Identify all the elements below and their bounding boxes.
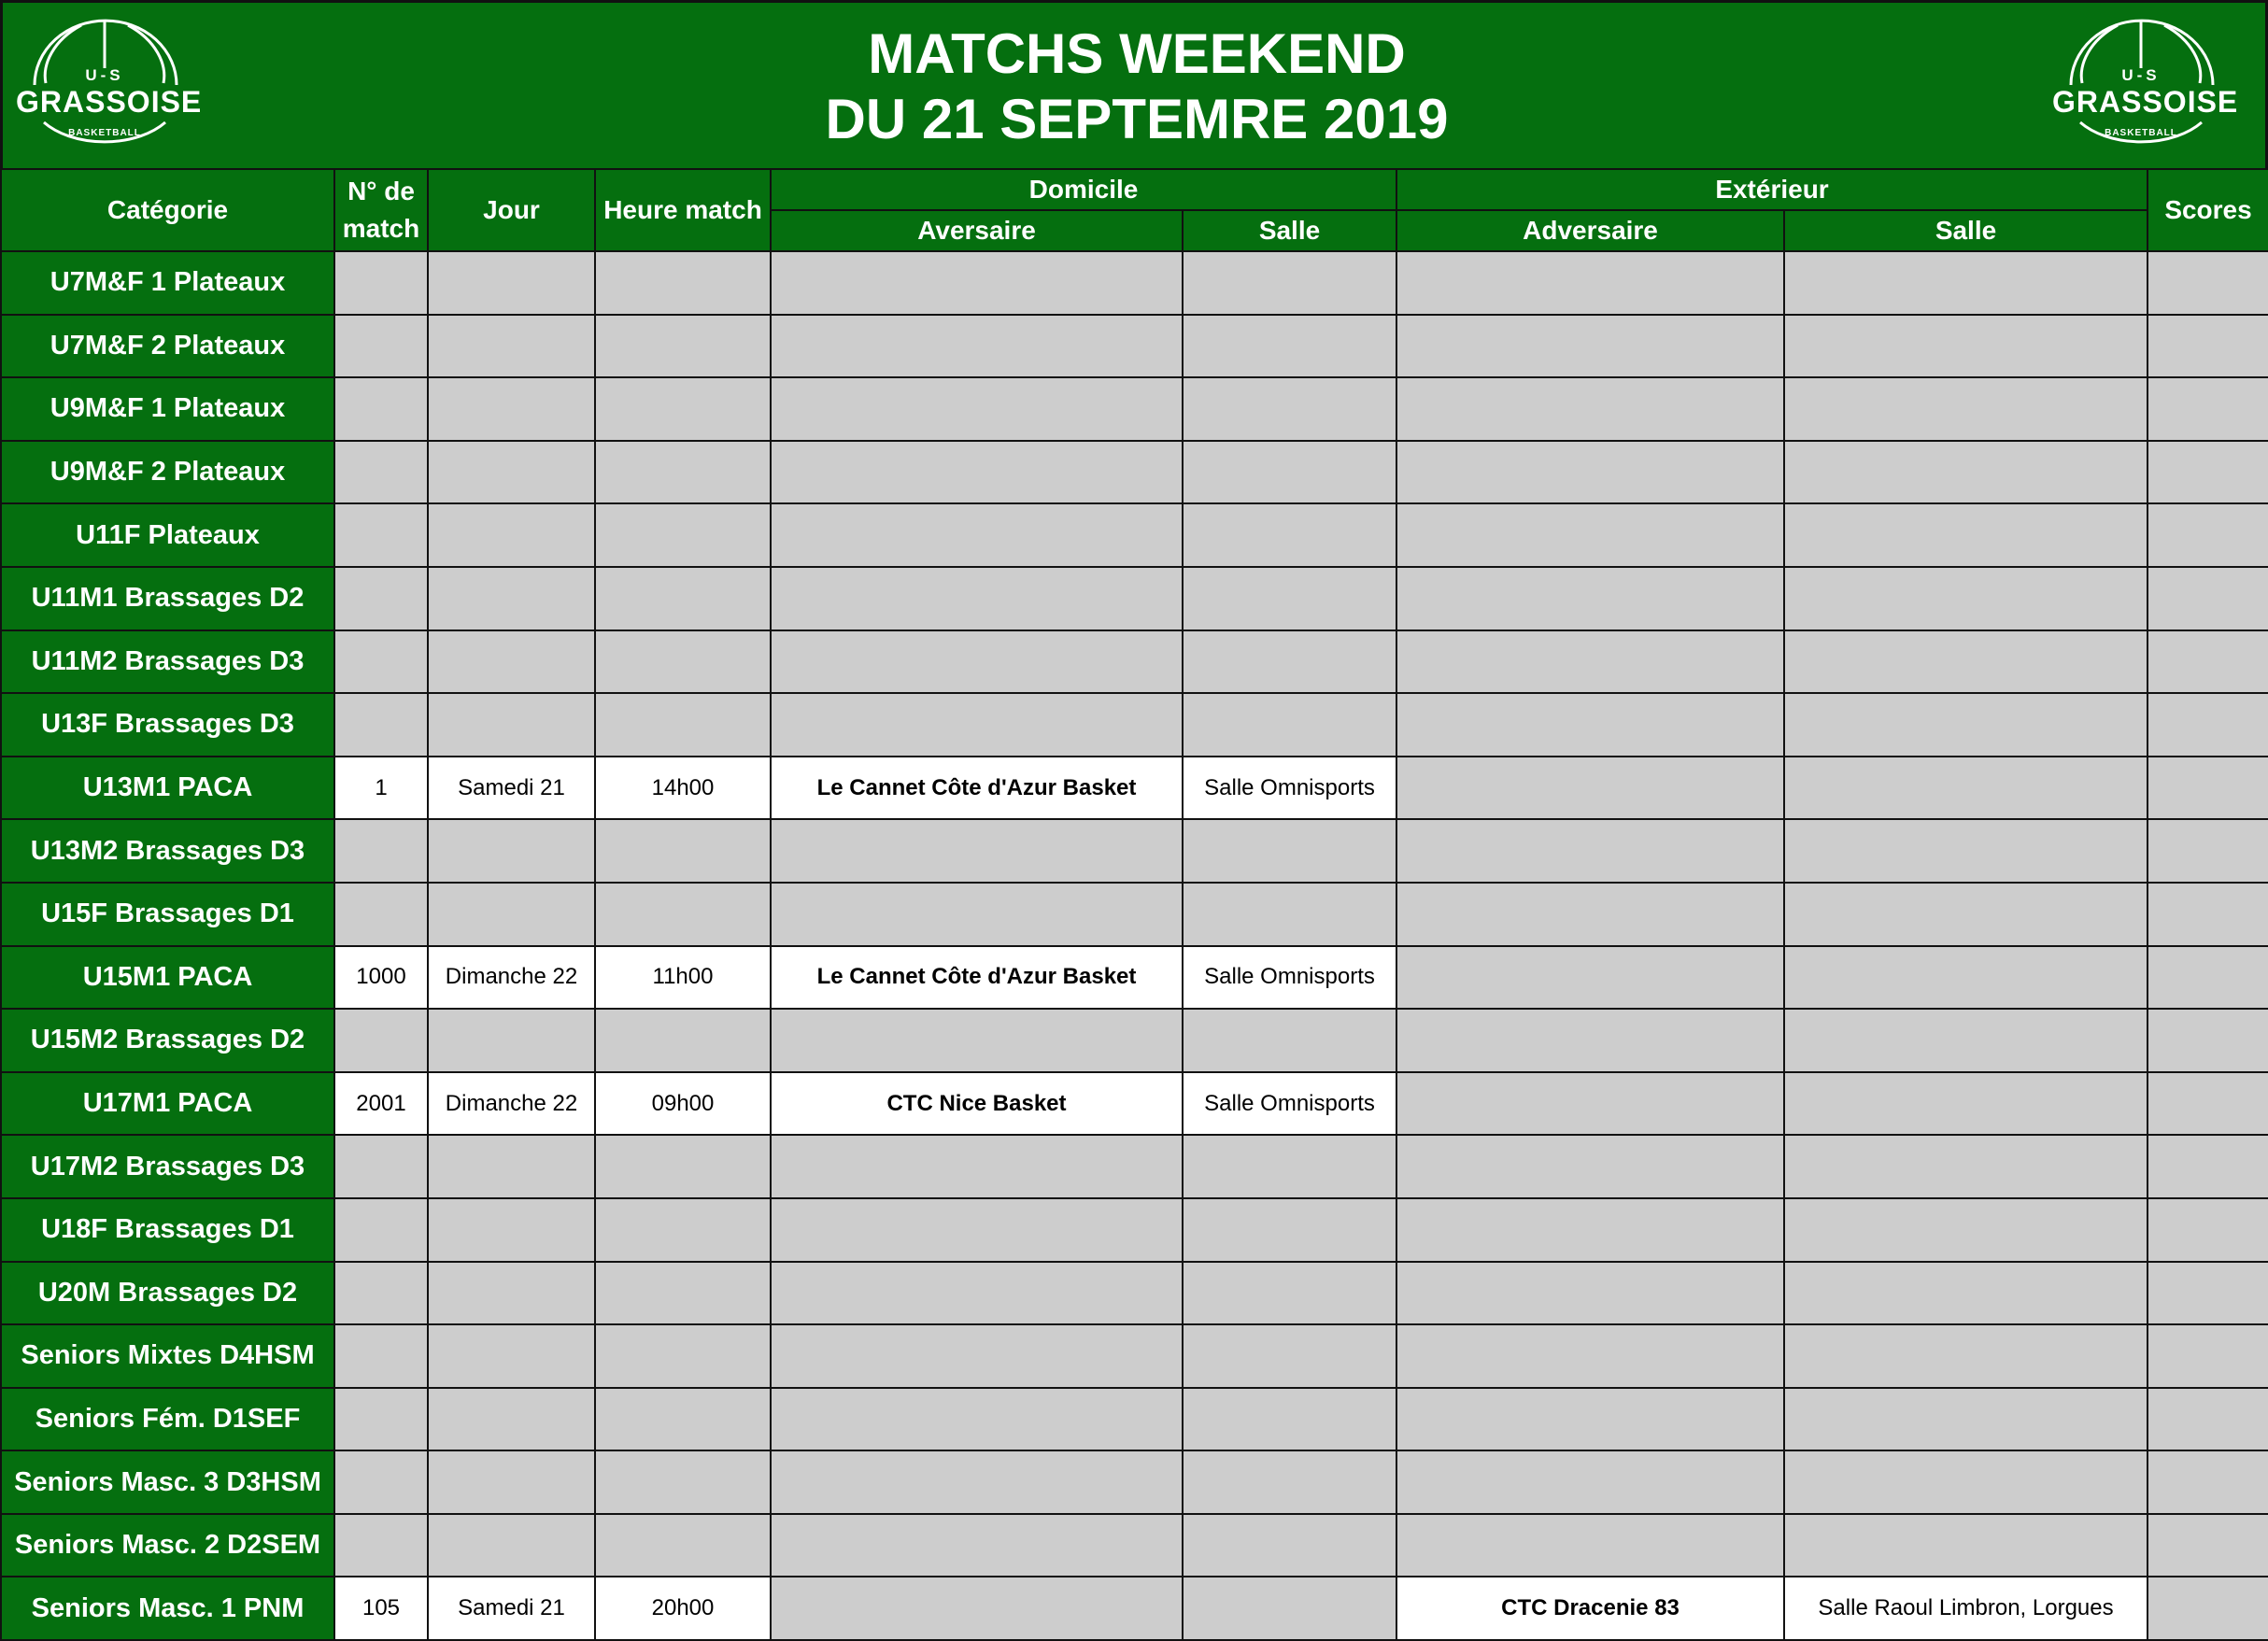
cell-heure-match bbox=[595, 1324, 771, 1388]
cell-domicile-adversaire bbox=[771, 1388, 1183, 1451]
cell-score bbox=[2148, 315, 2268, 378]
cell-exterieur-adversaire bbox=[1396, 1388, 1784, 1451]
cell-numero-match bbox=[334, 315, 428, 378]
cell-heure-match bbox=[595, 1388, 771, 1451]
cell-domicile-adversaire bbox=[771, 315, 1183, 378]
cell-exterieur-salle bbox=[1784, 630, 2148, 694]
logo-club-name: GRASSOISE bbox=[16, 85, 203, 119]
cell-heure-match bbox=[595, 1514, 771, 1577]
cell-categorie: U20M Brassages D2 bbox=[1, 1262, 334, 1325]
column-group-exterieur: Extérieur bbox=[1396, 169, 2148, 210]
cell-categorie: U9M&F 2 Plateaux bbox=[1, 441, 334, 504]
cell-domicile-salle bbox=[1183, 1262, 1396, 1325]
cell-domicile-salle: Salle Omnisports bbox=[1183, 757, 1396, 820]
cell-score bbox=[2148, 251, 2268, 315]
cell-categorie: U11M1 Brassages D2 bbox=[1, 567, 334, 630]
cell-score bbox=[2148, 1198, 2268, 1262]
cell-heure-match bbox=[595, 630, 771, 694]
cell-jour: Samedi 21 bbox=[428, 757, 595, 820]
logo-sport: BASKETBALL bbox=[68, 128, 141, 138]
cell-categorie: Seniors Fém. D1SEF bbox=[1, 1388, 334, 1451]
cell-categorie: U15M2 Brassages D2 bbox=[1, 1009, 334, 1072]
cell-jour: Dimanche 22 bbox=[428, 1072, 595, 1136]
cell-score bbox=[2148, 441, 2268, 504]
cell-domicile-adversaire bbox=[771, 441, 1183, 504]
cell-heure-match bbox=[595, 1262, 771, 1325]
cell-heure-match bbox=[595, 441, 771, 504]
cell-exterieur-salle bbox=[1784, 946, 2148, 1010]
table-row bbox=[1, 567, 2268, 630]
cell-domicile-salle bbox=[1183, 1198, 1396, 1262]
cell-domicile-adversaire bbox=[771, 1262, 1183, 1325]
cell-exterieur-adversaire bbox=[1396, 1198, 1784, 1262]
cell-score bbox=[2148, 1072, 2268, 1136]
cell-domicile-adversaire bbox=[771, 1009, 1183, 1072]
cell-domicile-salle bbox=[1183, 251, 1396, 315]
table-row bbox=[1, 693, 2268, 757]
cell-score bbox=[2148, 1450, 2268, 1514]
cell-categorie: U15F Brassages D1 bbox=[1, 883, 334, 946]
column-header-scores: Scores bbox=[2148, 169, 2268, 251]
cell-categorie: U7M&F 1 Plateaux bbox=[1, 251, 334, 315]
cell-jour bbox=[428, 1450, 595, 1514]
cell-jour bbox=[428, 441, 595, 504]
cell-domicile-salle bbox=[1183, 1450, 1396, 1514]
cell-numero-match bbox=[334, 883, 428, 946]
cell-exterieur-adversaire bbox=[1396, 503, 1784, 567]
cell-exterieur-adversaire bbox=[1396, 693, 1784, 757]
table-row bbox=[1, 315, 2268, 378]
cell-domicile-salle bbox=[1183, 1324, 1396, 1388]
cell-domicile-adversaire bbox=[771, 377, 1183, 441]
column-header-domicile-adversaire: Aversaire bbox=[771, 210, 1183, 251]
cell-numero-match bbox=[334, 567, 428, 630]
cell-score bbox=[2148, 819, 2268, 883]
cell-numero-match bbox=[334, 1388, 428, 1451]
table-row bbox=[1, 251, 2268, 315]
cell-categorie: U7M&F 2 Plateaux bbox=[1, 315, 334, 378]
cell-domicile-salle bbox=[1183, 377, 1396, 441]
cell-score bbox=[2148, 1135, 2268, 1198]
cell-numero-match bbox=[334, 1262, 428, 1325]
cell-jour bbox=[428, 1514, 595, 1577]
cell-exterieur-salle bbox=[1784, 1198, 2148, 1262]
cell-numero-match bbox=[334, 630, 428, 694]
cell-score bbox=[2148, 377, 2268, 441]
cell-domicile-adversaire: Le Cannet Côte d'Azur Basket bbox=[771, 946, 1183, 1010]
cell-numero-match bbox=[334, 1198, 428, 1262]
cell-numero-match: 1000 bbox=[334, 946, 428, 1010]
column-header-categorie: Catégorie bbox=[1, 169, 334, 251]
cell-domicile-salle: Salle Omnisports bbox=[1183, 946, 1396, 1010]
cell-heure-match bbox=[595, 503, 771, 567]
cell-numero-match bbox=[334, 693, 428, 757]
cell-exterieur-salle bbox=[1784, 1009, 2148, 1072]
cell-exterieur-adversaire bbox=[1396, 1135, 1784, 1198]
cell-numero-match bbox=[334, 441, 428, 504]
cell-exterieur-adversaire: CTC Dracenie 83 bbox=[1396, 1577, 1784, 1640]
cell-score bbox=[2148, 1577, 2268, 1640]
cell-domicile-salle bbox=[1183, 1514, 1396, 1577]
cell-jour bbox=[428, 251, 595, 315]
cell-exterieur-adversaire bbox=[1396, 315, 1784, 378]
cell-numero-match bbox=[334, 377, 428, 441]
table-row bbox=[1, 946, 2268, 1010]
cell-jour bbox=[428, 1262, 595, 1325]
cell-categorie: Seniors Mixtes D4HSM bbox=[1, 1324, 334, 1388]
cell-jour bbox=[428, 1324, 595, 1388]
cell-domicile-adversaire bbox=[771, 251, 1183, 315]
cell-heure-match bbox=[595, 567, 771, 630]
cell-exterieur-adversaire bbox=[1396, 630, 1784, 694]
cell-exterieur-salle bbox=[1784, 567, 2148, 630]
cell-exterieur-salle: Salle Raoul Limbron, Lorgues bbox=[1784, 1577, 2148, 1640]
cell-domicile-adversaire bbox=[771, 1450, 1183, 1514]
cell-jour bbox=[428, 567, 595, 630]
cell-exterieur-salle bbox=[1784, 251, 2148, 315]
cell-domicile-adversaire bbox=[771, 503, 1183, 567]
table-row bbox=[1, 377, 2268, 441]
cell-heure-match bbox=[595, 1009, 771, 1072]
cell-score bbox=[2148, 946, 2268, 1010]
cell-domicile-salle bbox=[1183, 819, 1396, 883]
cell-exterieur-adversaire bbox=[1396, 1324, 1784, 1388]
table-row bbox=[1, 630, 2268, 694]
cell-categorie: U13M1 PACA bbox=[1, 757, 334, 820]
cell-score bbox=[2148, 630, 2268, 694]
cell-jour bbox=[428, 883, 595, 946]
cell-heure-match: 11h00 bbox=[595, 946, 771, 1010]
cell-exterieur-adversaire bbox=[1396, 441, 1784, 504]
cell-exterieur-salle bbox=[1784, 503, 2148, 567]
cell-domicile-salle bbox=[1183, 883, 1396, 946]
cell-categorie: U17M2 Brassages D3 bbox=[1, 1135, 334, 1198]
cell-domicile-salle bbox=[1183, 693, 1396, 757]
cell-numero-match bbox=[334, 1009, 428, 1072]
cell-exterieur-salle bbox=[1784, 441, 2148, 504]
table-row bbox=[1, 1388, 2268, 1451]
cell-exterieur-salle bbox=[1784, 1324, 2148, 1388]
table-row bbox=[1, 757, 2268, 820]
cell-heure-match bbox=[595, 315, 771, 378]
cell-exterieur-salle bbox=[1784, 315, 2148, 378]
column-header-domicile-salle: Salle bbox=[1183, 210, 1396, 251]
cell-score bbox=[2148, 503, 2268, 567]
cell-exterieur-adversaire bbox=[1396, 251, 1784, 315]
cell-jour bbox=[428, 1198, 595, 1262]
cell-categorie: U11F Plateaux bbox=[1, 503, 334, 567]
column-header-exterieur-salle: Salle bbox=[1784, 210, 2148, 251]
cell-heure-match: 14h00 bbox=[595, 757, 771, 820]
cell-jour: Dimanche 22 bbox=[428, 946, 595, 1010]
logo-club-name: GRASSOISE bbox=[2052, 85, 2239, 119]
cell-exterieur-adversaire bbox=[1396, 946, 1784, 1010]
cell-categorie: U11M2 Brassages D3 bbox=[1, 630, 334, 694]
cell-domicile-adversaire bbox=[771, 567, 1183, 630]
schedule-body bbox=[1, 251, 2268, 1640]
cell-numero-match: 2001 bbox=[334, 1072, 428, 1136]
cell-jour bbox=[428, 1009, 595, 1072]
table-row bbox=[1, 1450, 2268, 1514]
cell-domicile-salle bbox=[1183, 1577, 1396, 1640]
cell-jour bbox=[428, 819, 595, 883]
cell-exterieur-adversaire bbox=[1396, 757, 1784, 820]
cell-domicile-salle bbox=[1183, 503, 1396, 567]
column-header-exterieur-adversaire: Adversaire bbox=[1396, 210, 1784, 251]
cell-exterieur-adversaire bbox=[1396, 1009, 1784, 1072]
cell-exterieur-salle bbox=[1784, 1135, 2148, 1198]
cell-score bbox=[2148, 1514, 2268, 1577]
cell-categorie: U9M&F 1 Plateaux bbox=[1, 377, 334, 441]
cell-categorie: Seniors Masc. 3 D3HSM bbox=[1, 1450, 334, 1514]
title-banner bbox=[0, 0, 2268, 169]
cell-domicile-salle bbox=[1183, 567, 1396, 630]
table-row bbox=[1, 1514, 2268, 1577]
table-row bbox=[1, 1577, 2268, 1640]
cell-domicile-adversaire bbox=[771, 883, 1183, 946]
cell-exterieur-adversaire bbox=[1396, 1072, 1784, 1136]
column-header-jour: Jour bbox=[428, 169, 595, 251]
cell-score bbox=[2148, 1009, 2268, 1072]
cell-domicile-adversaire bbox=[771, 1135, 1183, 1198]
cell-exterieur-adversaire bbox=[1396, 1262, 1784, 1325]
cell-domicile-adversaire: Le Cannet Côte d'Azur Basket bbox=[771, 757, 1183, 820]
cell-score bbox=[2148, 1262, 2268, 1325]
table-row bbox=[1, 1262, 2268, 1325]
cell-numero-match bbox=[334, 1324, 428, 1388]
cell-numero-match bbox=[334, 251, 428, 315]
cell-exterieur-salle bbox=[1784, 819, 2148, 883]
cell-numero-match bbox=[334, 1514, 428, 1577]
cell-exterieur-adversaire bbox=[1396, 377, 1784, 441]
cell-categorie: U15M1 PACA bbox=[1, 946, 334, 1010]
cell-jour bbox=[428, 377, 595, 441]
column-header-heure-match: Heure match bbox=[595, 169, 771, 251]
cell-domicile-adversaire bbox=[771, 1577, 1183, 1640]
cell-exterieur-adversaire bbox=[1396, 1514, 1784, 1577]
cell-domicile-salle bbox=[1183, 315, 1396, 378]
cell-domicile-salle bbox=[1183, 1135, 1396, 1198]
cell-domicile-salle bbox=[1183, 1388, 1396, 1451]
cell-heure-match: 20h00 bbox=[595, 1577, 771, 1640]
cell-numero-match bbox=[334, 819, 428, 883]
cell-categorie: U18F Brassages D1 bbox=[1, 1198, 334, 1262]
cell-numero-match bbox=[334, 1135, 428, 1198]
cell-score bbox=[2148, 693, 2268, 757]
cell-domicile-adversaire bbox=[771, 630, 1183, 694]
cell-heure-match bbox=[595, 819, 771, 883]
cell-heure-match bbox=[595, 693, 771, 757]
cell-exterieur-salle bbox=[1784, 757, 2148, 820]
cell-domicile-adversaire: CTC Nice Basket bbox=[771, 1072, 1183, 1136]
cell-exterieur-salle bbox=[1784, 883, 2148, 946]
page-title-line-2: DU 21 SEPTEMRE 2019 bbox=[825, 88, 1449, 150]
logo-prefix: U-S bbox=[85, 66, 124, 84]
cell-heure-match bbox=[595, 1198, 771, 1262]
table-row bbox=[1, 1009, 2268, 1072]
cell-score bbox=[2148, 1388, 2268, 1451]
column-group-domicile: Domicile bbox=[771, 169, 1396, 210]
cell-jour: Samedi 21 bbox=[428, 1577, 595, 1640]
cell-exterieur-adversaire bbox=[1396, 567, 1784, 630]
cell-numero-match bbox=[334, 503, 428, 567]
cell-score bbox=[2148, 567, 2268, 630]
table-row bbox=[1, 819, 2268, 883]
cell-jour bbox=[428, 1388, 595, 1451]
cell-exterieur-salle bbox=[1784, 693, 2148, 757]
cell-jour bbox=[428, 503, 595, 567]
cell-domicile-salle bbox=[1183, 630, 1396, 694]
cell-score bbox=[2148, 1324, 2268, 1388]
logo-prefix: U-S bbox=[2121, 66, 2161, 84]
cell-exterieur-salle bbox=[1784, 1514, 2148, 1577]
cell-exterieur-adversaire bbox=[1396, 819, 1784, 883]
cell-categorie: Seniors Masc. 1 PNM bbox=[1, 1577, 334, 1640]
cell-categorie: U17M1 PACA bbox=[1, 1072, 334, 1136]
table-row bbox=[1, 1072, 2268, 1136]
cell-domicile-adversaire bbox=[771, 1514, 1183, 1577]
cell-exterieur-salle bbox=[1784, 377, 2148, 441]
cell-jour bbox=[428, 1135, 595, 1198]
logo-sport: BASKETBALL bbox=[2105, 128, 2177, 138]
cell-domicile-adversaire bbox=[771, 819, 1183, 883]
cell-exterieur-salle bbox=[1784, 1072, 2148, 1136]
cell-heure-match bbox=[595, 1135, 771, 1198]
table-row bbox=[1, 1198, 2268, 1262]
cell-domicile-adversaire bbox=[771, 693, 1183, 757]
cell-score bbox=[2148, 883, 2268, 946]
cell-score bbox=[2148, 757, 2268, 820]
table-row bbox=[1, 883, 2268, 946]
cell-jour bbox=[428, 693, 595, 757]
table-row bbox=[1, 1135, 2268, 1198]
cell-heure-match bbox=[595, 377, 771, 441]
cell-exterieur-salle bbox=[1784, 1450, 2148, 1514]
cell-domicile-salle bbox=[1183, 441, 1396, 504]
cell-domicile-adversaire bbox=[771, 1324, 1183, 1388]
cell-categorie: U13F Brassages D3 bbox=[1, 693, 334, 757]
cell-numero-match bbox=[334, 1450, 428, 1514]
table-row bbox=[1, 503, 2268, 567]
cell-jour bbox=[428, 315, 595, 378]
cell-numero-match: 1 bbox=[334, 757, 428, 820]
cell-numero-match: 105 bbox=[334, 1577, 428, 1640]
cell-categorie: Seniors Masc. 2 D2SEM bbox=[1, 1514, 334, 1577]
cell-exterieur-adversaire bbox=[1396, 883, 1784, 946]
schedule-table bbox=[0, 168, 2268, 1641]
cell-exterieur-salle bbox=[1784, 1262, 2148, 1325]
table-row bbox=[1, 441, 2268, 504]
cell-jour bbox=[428, 630, 595, 694]
cell-heure-match bbox=[595, 883, 771, 946]
cell-heure-match bbox=[595, 1450, 771, 1514]
cell-exterieur-adversaire bbox=[1396, 1450, 1784, 1514]
cell-categorie: U13M2 Brassages D3 bbox=[1, 819, 334, 883]
page-title-line-1: MATCHS WEEKEND bbox=[868, 22, 1406, 85]
club-logo-right bbox=[2052, 18, 2239, 149]
cell-heure-match bbox=[595, 251, 771, 315]
column-header-numero-match: N° de match bbox=[334, 169, 428, 251]
cell-heure-match: 09h00 bbox=[595, 1072, 771, 1136]
cell-exterieur-salle bbox=[1784, 1388, 2148, 1451]
cell-domicile-adversaire bbox=[771, 1198, 1183, 1262]
cell-domicile-salle bbox=[1183, 1009, 1396, 1072]
cell-domicile-salle: Salle Omnisports bbox=[1183, 1072, 1396, 1136]
table-row bbox=[1, 1324, 2268, 1388]
